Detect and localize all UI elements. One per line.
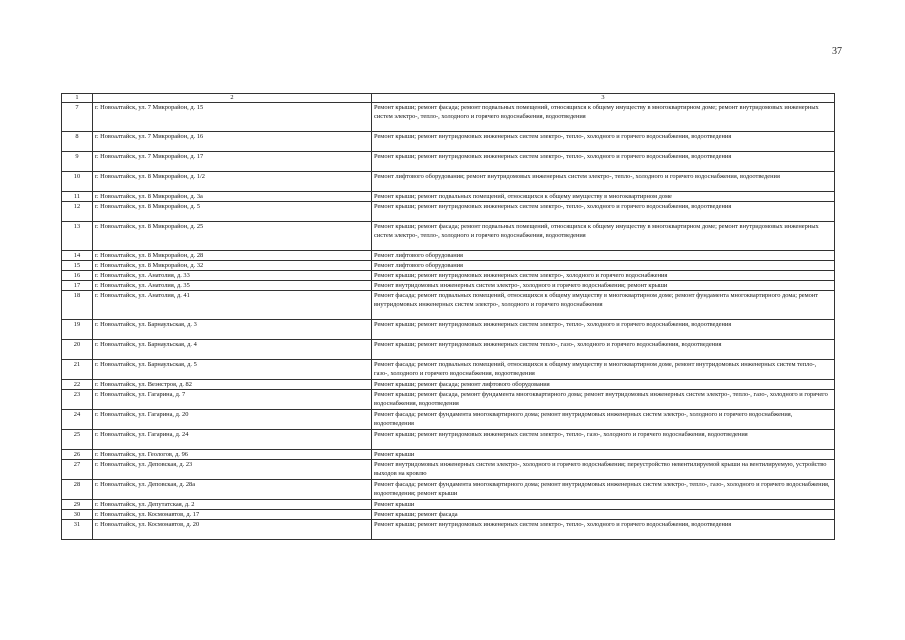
row-number: 25 — [62, 430, 93, 450]
row-number: 29 — [62, 500, 93, 510]
row-address: г. Новоалтайск, ул. Космонавтов, д. 20 — [93, 520, 372, 540]
row-works: Ремонт крыши; ремонт подвальных помещений, относящихся к общему имуществу в многоквартирном доме — [372, 192, 835, 202]
row-works: Ремонт лифтового оборудования — [372, 251, 835, 261]
row-number: 8 — [62, 132, 93, 152]
table-row — [62, 152, 835, 172]
row-works: Ремонт лифтового оборудования; ремонт внутридомовых инженерных систем электро-, тепло-, холодного и горячего водоснабжения, водоотведения — [372, 172, 835, 192]
row-number: 19 — [62, 320, 93, 340]
repair-works-table — [61, 93, 835, 540]
row-address: г. Новоалтайск, ул. Анатолия, д. 41 — [93, 291, 372, 320]
row-number: 15 — [62, 261, 93, 271]
row-works: Ремонт крыши; ремонт внутридомовых инженерных систем электро-, тепло-, холодного и горячего водоснабжения, водоотведения — [372, 132, 835, 152]
table-row — [62, 281, 835, 291]
table-row — [62, 132, 835, 152]
table-row — [62, 510, 835, 520]
row-number: 22 — [62, 380, 93, 390]
row-address: г. Новоалтайск, ул. Гагарина, д. 24 — [93, 430, 372, 450]
row-number: 12 — [62, 202, 93, 222]
row-works: Ремонт крыши; ремонт фасада; ремонт подвальных помещений, относящихся к общему имуществу в многоквартирном доме; ремонт внутридомовых инженерных систем электро-, тепло-, холодного и горячего водоснабжения, водоотведения — [372, 222, 835, 251]
row-address: г. Новоалтайск, ул. Депутатская, д. 2 — [93, 500, 372, 510]
row-address: г. Новоалтайск, ул. Гагарина, д. 20 — [93, 410, 372, 430]
row-works: Ремонт крыши; ремонт фасада — [372, 510, 835, 520]
header-cell-number: 1 — [62, 94, 93, 103]
row-number: 13 — [62, 222, 93, 251]
row-number: 9 — [62, 152, 93, 172]
table-row — [62, 450, 835, 460]
row-address: г. Новоалтайск, ул. Геологов, д. 96 — [93, 450, 372, 460]
header-cell-address: 2 — [93, 94, 372, 103]
row-address: г. Новоалтайск, ул. 8 Микрорайон, д. 32 — [93, 261, 372, 271]
row-works: Ремонт крыши; ремонт внутридомовых инженерных систем электро-, тепло-, холодного и горячего водоснабжения, водоотведения — [372, 152, 835, 172]
table-row — [62, 261, 835, 271]
table-row — [62, 291, 835, 320]
table-row — [62, 222, 835, 251]
row-works: Ремонт крыши; ремонт внутридомовых инженерных систем электро-, тепло-, холодного и горячего водоснабжения, водоотведения — [372, 320, 835, 340]
page-number: 37 — [832, 46, 842, 57]
table-row — [62, 520, 835, 540]
row-address: г. Новоалтайск, ул. Деповская, д. 23 — [93, 460, 372, 480]
table-row — [62, 380, 835, 390]
row-number: 17 — [62, 281, 93, 291]
table-row — [62, 360, 835, 380]
row-address: г. Новоалтайск, ул. 8 Микрорайон, д. 3а — [93, 192, 372, 202]
table-row — [62, 340, 835, 360]
table-header-row — [62, 94, 835, 103]
row-works: Ремонт лифтового оборудования — [372, 261, 835, 271]
table-row — [62, 430, 835, 450]
row-address: г. Новоалтайск, ул. 8 Микрорайон, д. 1/2 — [93, 172, 372, 192]
row-number: 16 — [62, 271, 93, 281]
row-works: Ремонт крыши; ремонт фасада, ремонт фундамента многоквартирного дома; ремонт внутридомовых инженерных систем электро-, тепло-, газо-, холодного и горячего водоснабжения, водоотведения — [372, 390, 835, 410]
table-row — [62, 251, 835, 261]
row-address: г. Новоалтайск, ул. 8 Микрорайон, д. 28 — [93, 251, 372, 261]
row-number: 11 — [62, 192, 93, 202]
table-row — [62, 460, 835, 480]
row-works: Ремонт крыши; ремонт внутридомовых инженерных систем тепло-, газо-, холодного и горячего водоснабжения, водоотведения — [372, 340, 835, 360]
row-number: 23 — [62, 390, 93, 410]
row-works: Ремонт фасада; ремонт подвальных помещений, относящихся к общему имуществу в многоквартирном доме; ремонт фундамента многоквартирного дома; ремонт внутридомовых инженерных систем электро-, холодного и горячего водоснабжения — [372, 291, 835, 320]
table-row — [62, 202, 835, 222]
row-works: Ремонт крыши; ремонт внутридомовых инженерных систем электро-, холодного и горячего водоснабжения — [372, 271, 835, 281]
row-address: г. Новоалтайск, ул. 8 Микрорайон, д. 5 — [93, 202, 372, 222]
row-number: 20 — [62, 340, 93, 360]
row-works: Ремонт крыши — [372, 450, 835, 460]
row-works: Ремонт фасада; ремонт фундамента многоквартирного дома; ремонт внутридомовых инженерных систем электро-, холодного и горячего водоснабжения, водоотведения — [372, 410, 835, 430]
row-address: г. Новоалтайск, ул. 7 Микрорайон, д. 16 — [93, 132, 372, 152]
table-row — [62, 500, 835, 510]
row-number: 26 — [62, 450, 93, 460]
header-cell-works: 3 — [372, 94, 835, 103]
row-works: Ремонт крыши; ремонт внутридомовых инженерных систем электро-, тепло-, холодного и горячего водоснабжения, водоотведения — [372, 520, 835, 540]
row-number: 30 — [62, 510, 93, 520]
row-works: Ремонт внутридомовых инженерных систем электро-, холодного и горячего водоснабжения; ремонт крыши — [372, 281, 835, 291]
row-number: 31 — [62, 520, 93, 540]
table-row — [62, 192, 835, 202]
row-number: 18 — [62, 291, 93, 320]
row-address: г. Новоалтайск, ул. Анатолия, д. 35 — [93, 281, 372, 291]
row-works: Ремонт фасада; ремонт фундамента многоквартирного дома; ремонт внутридомовых инженерных систем электро-, тепло-, газо-, холодного и горячего водоснабжения, водоотведения; ремонт крыши — [372, 480, 835, 500]
row-works: Ремонт крыши; ремонт фасада; ремонт лифтового оборудования — [372, 380, 835, 390]
table-row — [62, 410, 835, 430]
row-address: г. Новоалтайск, ул. Барнаульская, д. 3 — [93, 320, 372, 340]
row-address: г. Новоалтайск, ул. Деповская, д. 28а — [93, 480, 372, 500]
row-works: Ремонт крыши; ремонт внутридомовых инженерных систем электро-, тепло-, холодного и горячего водоснабжения, водоотведения — [372, 202, 835, 222]
row-works: Ремонт внутридомовых инженерных систем электро-, холодного и горячего водоснабжения; переустройство невентилируемой крыши на вентилируемую, устройство выходов на кровлю — [372, 460, 835, 480]
row-number: 24 — [62, 410, 93, 430]
table-row — [62, 103, 835, 132]
row-number: 21 — [62, 360, 93, 380]
row-address: г. Новоалтайск, ул. Космонавтов, д. 17 — [93, 510, 372, 520]
row-works: Ремонт крыши; ремонт внутридомовых инженерных систем электро-, тепло-, газо-, холодного и горячего водоснабжения, водоотведения — [372, 430, 835, 450]
table-row — [62, 390, 835, 410]
row-address: г. Новоалтайск, ул. Барнаульская, д. 5 — [93, 360, 372, 380]
row-address: г. Новоалтайск, ул. Анатолия, д. 33 — [93, 271, 372, 281]
table-row — [62, 271, 835, 281]
row-works: Ремонт крыши; ремонт фасада; ремонт подвальных помещений, относящихся к общему имуществу в многоквартирном доме; ремонт внутридомовых инженерных систем электро-, тепло-, холодного и горячего водоснабжения, водоотведения — [372, 103, 835, 132]
row-number: 7 — [62, 103, 93, 132]
row-address: г. Новоалтайск, ул. Веэнстроя, д. 82 — [93, 380, 372, 390]
table-row — [62, 480, 835, 500]
row-address: г. Новоалтайск, ул. 7 Микрорайон, д. 17 — [93, 152, 372, 172]
table-row — [62, 172, 835, 192]
row-works: Ремонт крыши — [372, 500, 835, 510]
table-body — [62, 94, 835, 540]
row-address: г. Новоалтайск, ул. Барнаульская, д. 4 — [93, 340, 372, 360]
row-works: Ремонт фасада; ремонт подвальных помещений, относящихся к общему имуществу в многоквартирном доме, ремонт внутридомовых инженерных систем тепло-, газо-, холодного и горячего водоснабжения, водоотведения — [372, 360, 835, 380]
row-number: 14 — [62, 251, 93, 261]
row-address: г. Новоалтайск, ул. 8 Микрорайон, д. 25 — [93, 222, 372, 251]
row-address: г. Новоалтайск, ул. Гагарина, д. 7 — [93, 390, 372, 410]
row-address: г. Новоалтайск, ул. 7 Микрорайон, д. 15 — [93, 103, 372, 132]
row-number: 27 — [62, 460, 93, 480]
row-number: 28 — [62, 480, 93, 500]
row-number: 10 — [62, 172, 93, 192]
table-row — [62, 320, 835, 340]
